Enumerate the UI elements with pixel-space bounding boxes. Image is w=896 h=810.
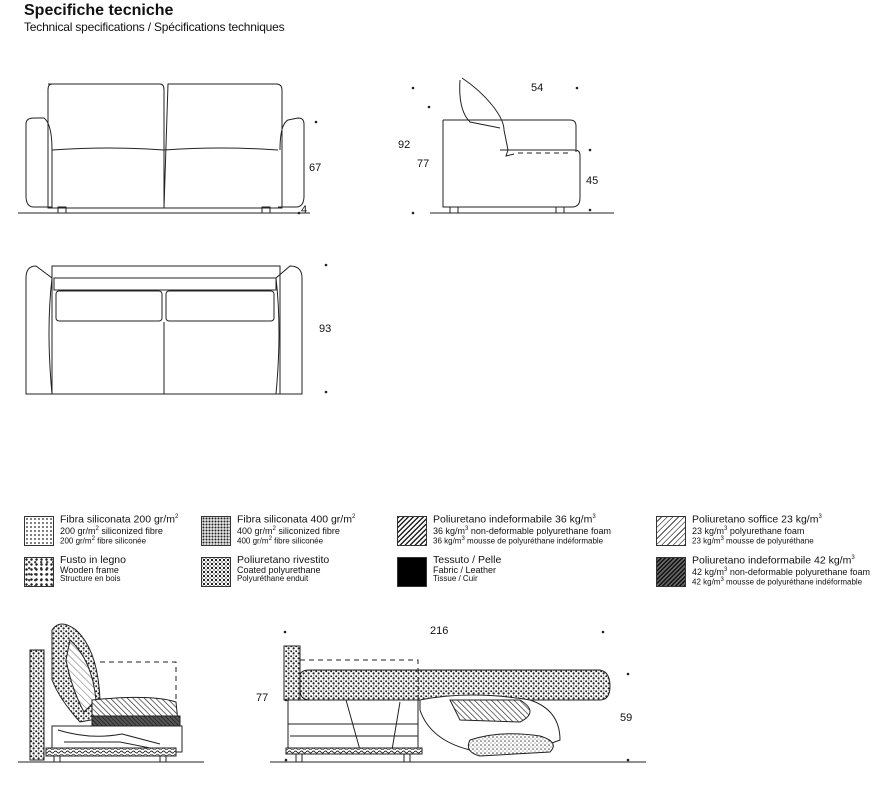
legend-label-en: Fabric / Leather bbox=[433, 565, 497, 576]
legend-label-en-b: non-deformable polyurethane foam bbox=[468, 525, 611, 536]
legend-label-fr: 23 kg/m bbox=[692, 536, 721, 546]
legend-label-fr: 42 kg/m bbox=[692, 577, 721, 587]
legend-label-fr-b: mousse de polyuréthane bbox=[723, 536, 814, 546]
legend-label-en: Coated polyurethane bbox=[237, 565, 321, 576]
legend-sup: 3 bbox=[592, 514, 596, 520]
legend-sup: 3 bbox=[818, 514, 822, 520]
dim-side-height: 92 bbox=[398, 139, 411, 151]
legend-sup: 3 bbox=[724, 566, 728, 573]
swatch-hatch-icon bbox=[397, 516, 427, 546]
legend-poliuretano-23 bbox=[656, 513, 892, 556]
legend-label-fr: 200 gr/m bbox=[60, 536, 92, 546]
swatch-wood-icon bbox=[24, 557, 54, 587]
legend-label: Poliuretano soffice 23 kg/m bbox=[692, 513, 819, 526]
legend-sup: 2 bbox=[174, 514, 179, 520]
legend-fibra-200 bbox=[24, 513, 224, 556]
section-seat bbox=[18, 624, 204, 762]
legend-label-fr: 400 gr/m bbox=[237, 536, 269, 546]
legend-poliuretano-42 bbox=[656, 554, 892, 597]
legend-sup: 2 bbox=[351, 514, 356, 520]
dim-bed-height: 77 bbox=[256, 692, 269, 704]
legend-label-en-b: siliconized fibre bbox=[275, 525, 340, 536]
legend-sup: 2 bbox=[95, 525, 99, 532]
legend-label-en: 400 gr/m bbox=[237, 525, 273, 536]
legend-sup: 3 bbox=[465, 525, 469, 532]
legend-label: Fibra siliconata 200 gr/m bbox=[60, 513, 175, 526]
swatch-dark-hatch-icon bbox=[656, 557, 686, 587]
legend-poliuretano-rivestito bbox=[201, 554, 401, 597]
legend-label-en-b: polyurethane foam bbox=[727, 525, 805, 536]
legend-label-fr: Polyuréthane enduit bbox=[237, 574, 309, 584]
swatch-solid-icon bbox=[397, 557, 427, 587]
legend-sup: 3 bbox=[720, 535, 724, 542]
front-view bbox=[18, 84, 310, 213]
dim-bed-seat: 59 bbox=[620, 712, 633, 724]
legend-label-en: 42 kg/m bbox=[692, 566, 725, 577]
legend-label-fr: 36 kg/m bbox=[433, 536, 462, 546]
side-view bbox=[430, 78, 614, 213]
legend-label-en: 36 kg/m bbox=[433, 525, 466, 536]
swatch-coated-icon bbox=[201, 557, 231, 587]
legend-label-fr-b: fibre siliconée bbox=[94, 536, 147, 546]
dim-top-depth: 93 bbox=[319, 323, 332, 335]
legend-label-fr: Structure en bois bbox=[60, 574, 121, 584]
swatch-light-hatch-icon bbox=[656, 516, 686, 546]
legend-label: Poliuretano rivestito bbox=[237, 554, 330, 566]
legend-sup: 3 bbox=[851, 555, 855, 561]
legend-label: Fusto in legno bbox=[60, 554, 126, 566]
legend-label-en: 23 kg/m bbox=[692, 525, 725, 536]
legend-label-fr-b: mousse de polyuréthane indéformable bbox=[723, 577, 863, 587]
legend-label-fr-b: fibre siliconée bbox=[271, 536, 324, 546]
dim-bed-length: 216 bbox=[430, 625, 449, 637]
dim-side-arm: 77 bbox=[417, 158, 430, 170]
legend-sup: 2 bbox=[272, 525, 276, 532]
dim-front-foot: 4 bbox=[301, 204, 308, 216]
legend-fusto-legno bbox=[24, 554, 224, 597]
legend-sup: 3 bbox=[461, 535, 465, 542]
legend-fibra-400 bbox=[201, 513, 401, 556]
legend-label: Fibra siliconata 400 gr/m bbox=[237, 513, 352, 526]
top-view bbox=[26, 266, 302, 394]
legend-label-fr: Tissue / Cuir bbox=[433, 574, 478, 584]
legend-label: Tessuto / Pelle bbox=[433, 554, 502, 566]
legend-label-en-b: siliconized fibre bbox=[98, 525, 163, 536]
legend-tessuto-pelle bbox=[397, 554, 597, 597]
legend-label: Poliuretano indeformabile 36 kg/m bbox=[433, 513, 593, 526]
legend-label-en: Wooden frame bbox=[60, 565, 119, 576]
dim-side-seat: 45 bbox=[586, 175, 599, 187]
legend-sup: 3 bbox=[720, 576, 724, 583]
legend-label-en-b: non-deformable polyurethane foam bbox=[727, 566, 870, 577]
page-title: Specifiche tecniche bbox=[24, 2, 174, 19]
dim-front-height: 67 bbox=[309, 162, 322, 174]
legend-poliuretano-36 bbox=[397, 513, 657, 556]
swatch-dense-dots-icon bbox=[201, 516, 231, 546]
section-bed bbox=[270, 646, 646, 762]
page-subtitle: Technical specifications / Spécifications techniques bbox=[24, 20, 285, 34]
legend-sup: 2 bbox=[268, 535, 272, 542]
legend-label-en: 200 gr/m bbox=[60, 525, 96, 536]
legend-label: Poliuretano indeformabile 42 kg/m bbox=[692, 554, 852, 567]
legend-sup: 2 bbox=[91, 535, 95, 542]
dim-side-depth: 54 bbox=[531, 82, 544, 94]
legend-label-fr-b: mousse de polyuréthane indéformable bbox=[464, 536, 604, 546]
legend-sup: 3 bbox=[724, 525, 728, 532]
swatch-dotted-icon bbox=[24, 516, 54, 546]
